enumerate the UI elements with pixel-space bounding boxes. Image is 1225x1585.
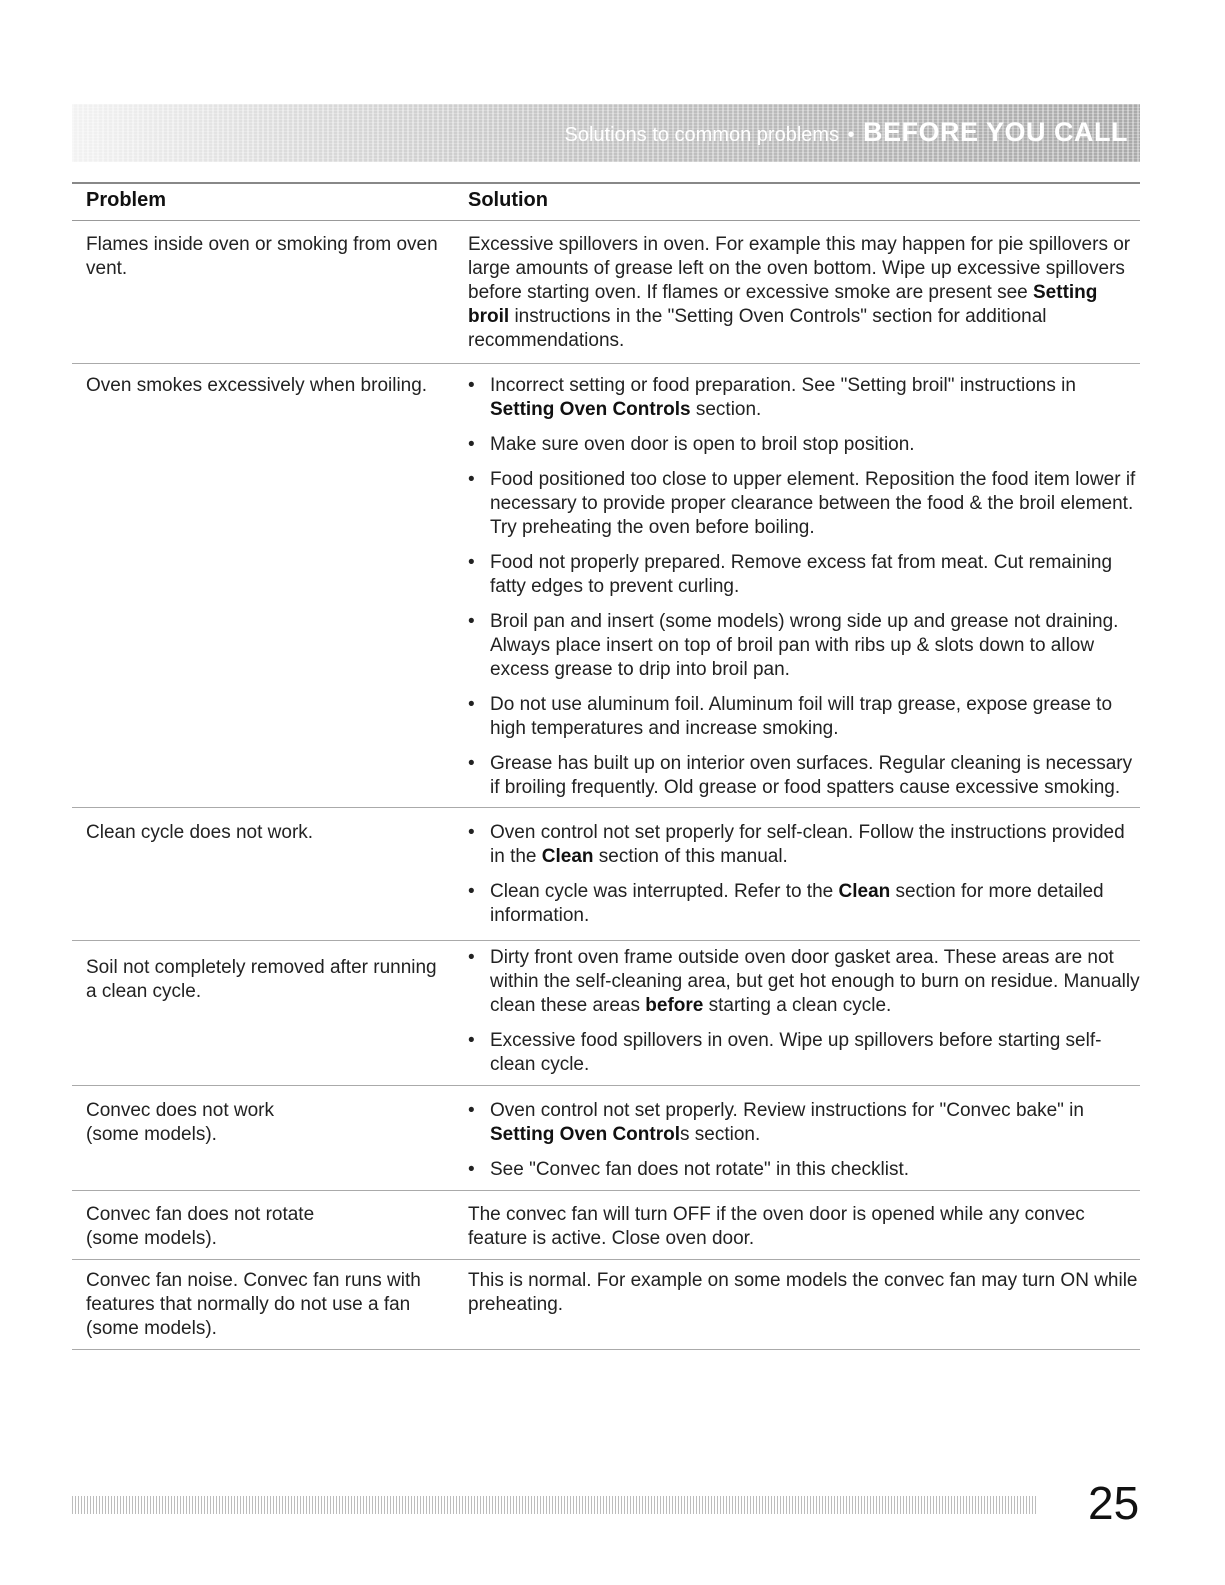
bullet-dot: • xyxy=(468,881,475,902)
bullet-dot: • xyxy=(468,611,475,632)
problem-line: (some models). xyxy=(86,1124,217,1145)
item-emphasis: Setting Oven Controls xyxy=(490,399,691,420)
problem-line: (some models). xyxy=(86,1228,217,1249)
solution-cell: This is normal. For example on some models the convec fan may turn ON while preheating. xyxy=(468,1270,1138,1315)
problem-line: Convec fan does not rotate xyxy=(86,1204,315,1225)
problem-cell xyxy=(86,1099,446,1147)
item-text: Food not properly prepared. Remove excess fat from meat. Cut remaining fatty edges to prevent curling. xyxy=(490,552,1113,597)
item-text: s section. xyxy=(680,1124,761,1145)
item-text: Dirty front oven frame outside oven door gasket area. These areas are not within the self-cleaning area, but get hot enough to burn on residue. Manually clean these areas xyxy=(490,947,1140,1016)
list-item xyxy=(468,880,1140,928)
column-header-problem: Problem xyxy=(86,189,167,211)
solution-bullet-list xyxy=(468,374,1140,800)
bullet-dot: • xyxy=(468,375,475,396)
solution-cell xyxy=(468,374,1140,800)
table-row xyxy=(72,1086,1140,1191)
item-emphasis: before xyxy=(645,995,704,1016)
item-text: section of this manual. xyxy=(593,846,788,867)
solution-cell xyxy=(468,946,1140,1077)
list-item xyxy=(468,1099,1140,1147)
problem-cell: Clean cycle does not work. xyxy=(86,822,314,843)
item-text: Food positioned too close to upper element. Reposition the food item lower if necessary to provide proper clearance between the food & the broil element. Try preheating the oven before boiling. xyxy=(490,469,1136,538)
solution-bullet-list xyxy=(468,1099,1140,1182)
table-row xyxy=(72,808,1140,941)
header-title xyxy=(564,117,1128,148)
problem-cell xyxy=(86,1203,446,1251)
bullet-dot: • xyxy=(468,1030,475,1051)
list-item xyxy=(468,1029,1140,1077)
list-item xyxy=(468,610,1140,682)
solution-emphasis: Setting broil xyxy=(468,282,1098,327)
list-item xyxy=(468,468,1140,540)
bullet-dot: • xyxy=(468,552,475,573)
item-text: starting a clean cycle. xyxy=(703,995,892,1016)
item-text: Oven control not set properly. Review instructions for "Convec bake" in xyxy=(490,1100,1084,1121)
item-text: Excessive food spillovers in oven. Wipe up spillovers before starting self-clean cycle. xyxy=(490,1030,1102,1075)
item-text: section. xyxy=(690,399,762,420)
item-emphasis: Clean xyxy=(838,881,891,902)
list-item xyxy=(468,752,1140,800)
item-text: Broil pan and insert (some models) wrong side up and grease not draining. Always place insert on top of broil pan with ribs up & slots down to allow excess grease to drip into broil pan. xyxy=(490,611,1119,680)
solution-cell xyxy=(468,1099,1140,1182)
solution-bullet-list xyxy=(468,946,1140,1077)
bullet-dot: • xyxy=(468,947,475,968)
header-main-title: BEFORE YOU CALL xyxy=(862,117,1128,147)
problem-line: Convec does not work xyxy=(86,1100,274,1121)
item-emphasis: Clean xyxy=(541,846,594,867)
bullet-dot: • xyxy=(468,434,475,455)
problem-cell: Flames inside oven or smoking from oven vent. xyxy=(86,234,438,279)
header-band xyxy=(72,104,1140,162)
item-text: See "Convec fan does not rotate" in this checklist. xyxy=(490,1159,910,1180)
solution-cell xyxy=(468,233,1140,353)
bullet-dot: • xyxy=(468,694,475,715)
problem-cell: Convec fan noise. Convec fan runs with features that normally do not use a fan (some models). xyxy=(86,1270,421,1339)
table-row xyxy=(72,1191,1140,1260)
item-text: Grease has built up on interior oven surfaces. Regular cleaning is necessary if broiling frequently. Old grease or food spatters cause excessive smoking. xyxy=(490,753,1133,798)
problem-cell: Oven smokes excessively when broiling. xyxy=(86,375,428,396)
table-header xyxy=(72,182,1140,221)
troubleshooting-table xyxy=(72,182,1140,1350)
solution-text: Excessive spillovers in oven. For example this may happen for pie spillovers or large amounts of grease left on the oven bottom. Wipe up excessive spillovers before starting oven. If flames or excessive smoke are present see xyxy=(468,234,1131,303)
list-item xyxy=(468,433,1140,457)
column-header-solution: Solution xyxy=(468,189,548,211)
item-text: Clean cycle was interrupted. Refer to the xyxy=(490,881,839,902)
list-item xyxy=(468,821,1140,869)
footer-band xyxy=(72,1496,1036,1514)
page-number: 25 xyxy=(1088,1477,1140,1529)
item-text: section for more detailed information. xyxy=(490,881,1104,926)
item-text: Do not use aluminum foil. Aluminum foil will trap grease, expose grease to high temperatures and increase smoking. xyxy=(490,694,1113,739)
list-item xyxy=(468,551,1140,599)
bullet-dot: • xyxy=(468,1159,475,1180)
table-row xyxy=(72,1260,1140,1350)
header-bullet: • xyxy=(847,124,855,146)
item-text: Make sure oven door is open to broil stop position. xyxy=(490,434,915,455)
table-row xyxy=(72,364,1140,808)
list-item xyxy=(468,693,1140,741)
bullet-dot: • xyxy=(468,822,475,843)
table-row xyxy=(72,221,1140,364)
header-subtitle: Solutions to common problems xyxy=(564,124,840,146)
list-item xyxy=(468,946,1140,1018)
item-emphasis: Setting Oven Control xyxy=(490,1124,680,1145)
item-text: Incorrect setting or food preparation. See "Setting broil" instructions in xyxy=(490,375,1076,396)
bullet-dot: • xyxy=(468,469,475,490)
table-row xyxy=(72,941,1140,1086)
problem-cell: Soil not completely removed after running a clean cycle. xyxy=(86,957,437,1002)
solution-text: instructions in the "Setting Oven Controls" section for additional recommendations. xyxy=(468,306,1047,351)
solution-cell xyxy=(468,821,1140,928)
item-text: Oven control not set properly for self-clean. Follow the instructions provided in the xyxy=(490,822,1125,867)
bullet-dot: • xyxy=(468,753,475,774)
solution-cell: The convec fan will turn OFF if the oven door is opened while any convec feature is active. Close oven door. xyxy=(468,1204,1085,1249)
list-item xyxy=(468,1158,1140,1182)
solution-bullet-list xyxy=(468,821,1140,928)
bullet-dot: • xyxy=(468,1100,475,1121)
list-item xyxy=(468,374,1140,422)
